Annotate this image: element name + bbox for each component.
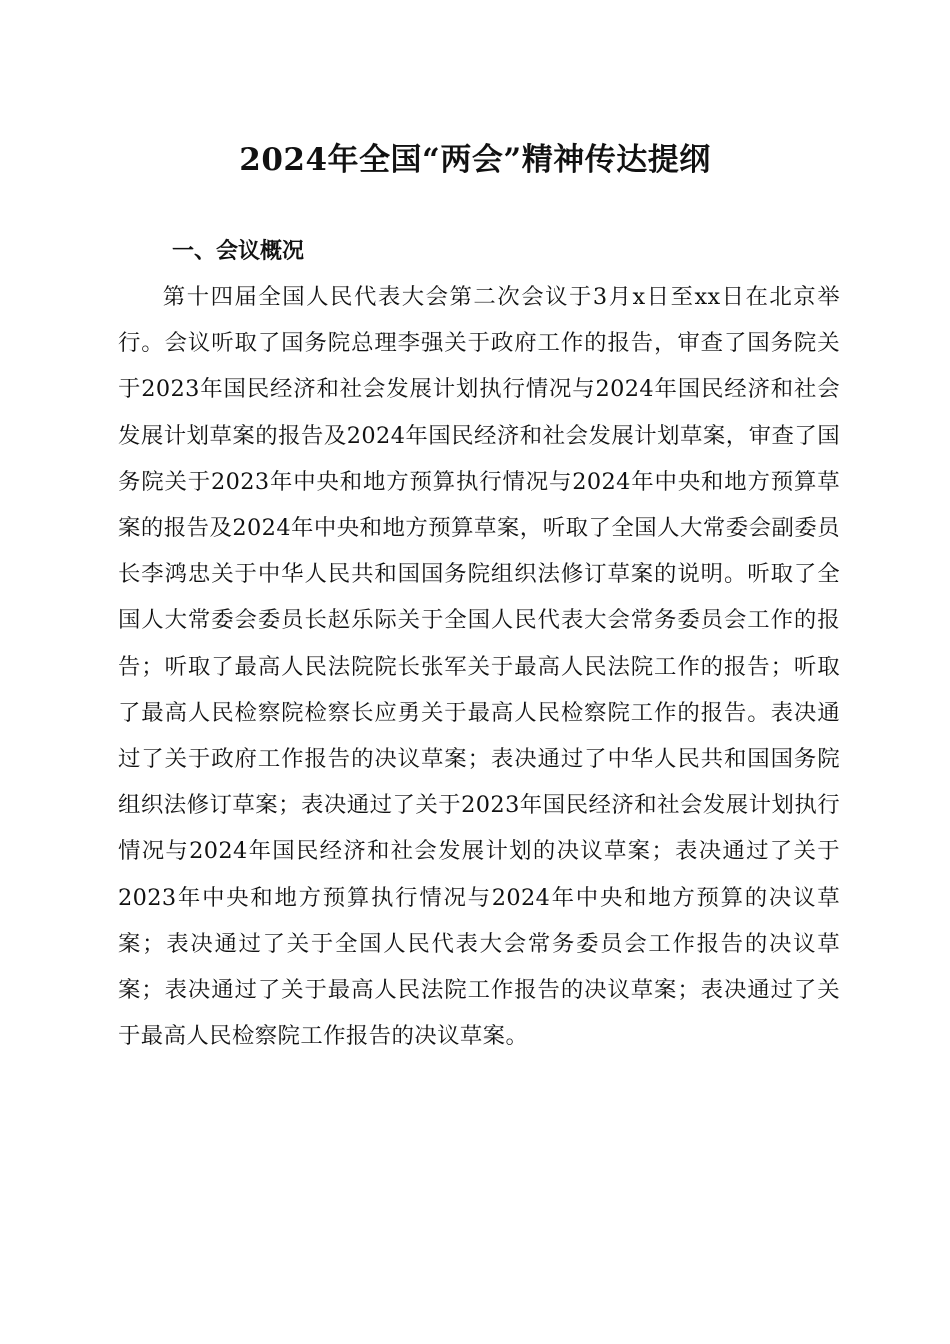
section-heading: 一、会议概况: [172, 239, 305, 264]
document-title: 2024年全国“两会”精神传达提纲: [239, 142, 711, 178]
body-paragraph: 第十四届全国人民代表大会第二次会议于3月x日至xx日在北京举行。会议听取了国务院总理李强关于政府工作的报告，审查了国务院关于2023年国民经济和社会发展计划执行情况与2024年国民经济和社会发展计划草案的报告及2024年国民经济和社会发展计划草案，审查了国务院关于2023年中央和地方预算执行情况与2024年中央和地方预算草案的报告及2024年中央和地方预算草案，听取了全国人大常委会副委员长李鸿忠关于中华人民共和国国务院组织法修订草案的说明。听取了全国人大常委会委员长赵乐际关于全国人民代表大会常务委员会工作的报告；听取了最高人民法院院长张军关于最高人民法院工作的报告；听取了最高人民检察院检察长应勇关于最高人民检察院工作的报告。表决通过了关于政府工作报告的决议草案；表决通过了中华人民共和国国务院组织法修订草案；表决通过了关于2023年国民经济和社会发展计划执行情况与2024年国民经济和社会发展计划的决议草案；表决通过了关于2023年中央和地方预算执行情况与2024年中央和地方预算的决议草案；表决通过了关于全国人民代表大会常务委员会工作报告的决议草案；表决通过了关于最高人民法院工作报告的决议草案；表决通过了关于最高人民检察院工作报告的决议草案。: [118, 284, 840, 1050]
